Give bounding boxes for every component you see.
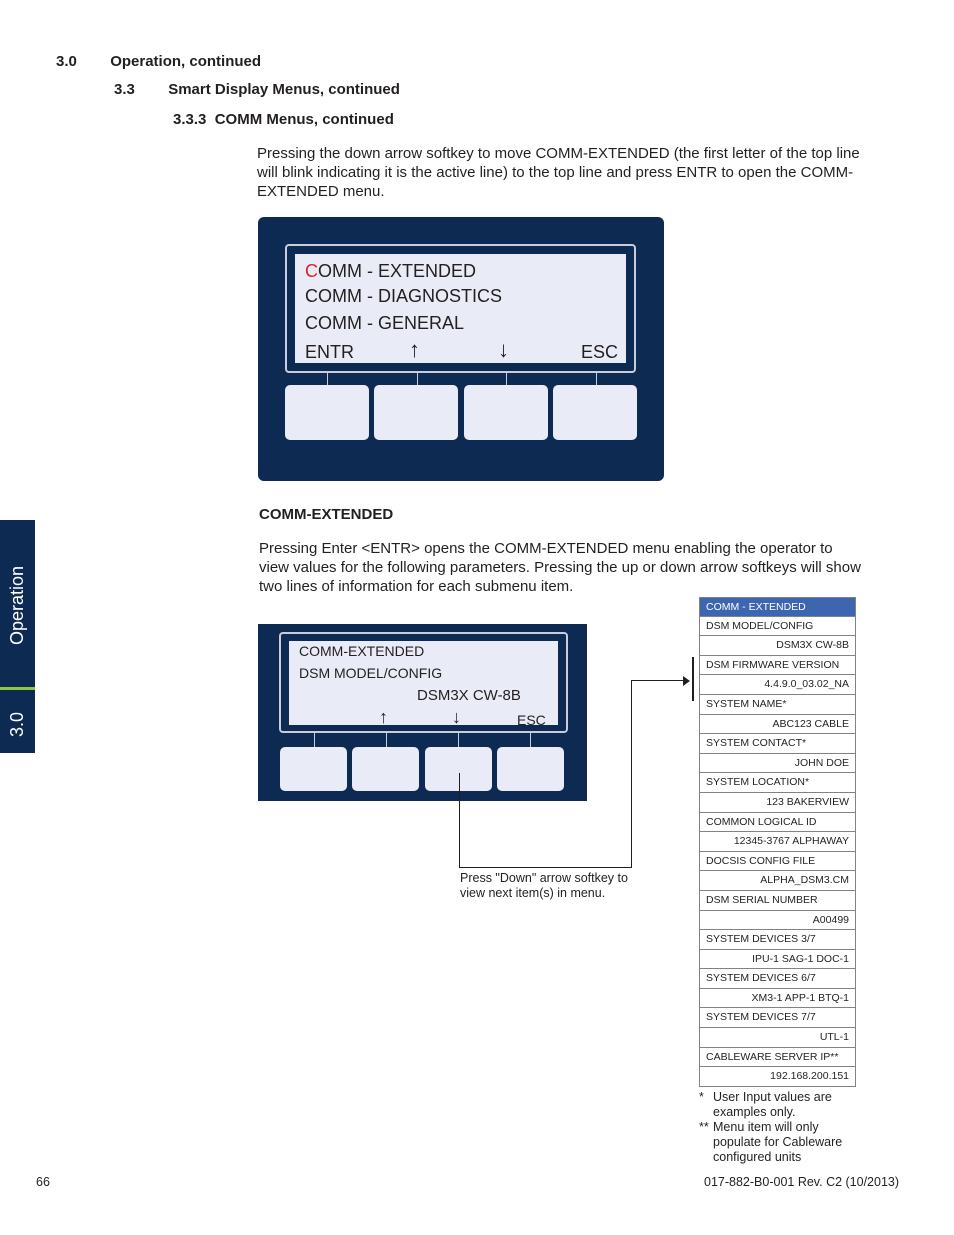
menu-item-value: A00499 — [699, 911, 856, 931]
down-arrow-icon: ↓ — [498, 337, 509, 362]
menu-item-value: 192.168.200.151 — [699, 1067, 856, 1087]
callout-text: Press "Down" arrow softkey to view next item(s) in menu. — [460, 871, 628, 900]
lcd-line-3: COMM - GENERAL — [305, 313, 465, 333]
section-paragraph: Pressing Enter <ENTR> opens the COMM-EXTENDED menu enabling the operator to view values for the following parameters. Pressing the up or down arrow softkeys will show two lines of information for each submenu item. — [259, 540, 861, 595]
menu-item-label: SYSTEM DEVICES 3/7 — [699, 930, 856, 950]
menu-item-value: JOHN DOE — [699, 754, 856, 774]
menu-item-value: ALPHA_DSM3.CM — [699, 871, 856, 891]
menu-item-value: 123 BAKERVIEW — [699, 793, 856, 813]
callout-leader-line — [459, 773, 460, 867]
softkey-label-entr: ENTR — [305, 342, 354, 362]
menu-item-label: CABLEWARE SERVER IP** — [699, 1048, 856, 1068]
menu-item-label: SYSTEM NAME* — [699, 695, 856, 715]
softkey-label-esc: ESC — [517, 712, 546, 728]
heading-section: 3.0 Operation, continued — [56, 53, 262, 70]
up-arrow-icon: ↑ — [409, 337, 420, 362]
menu-item-label: SYSTEM CONTACT* — [699, 734, 856, 754]
lcd-line-2: COMM - DIAGNOSTICS — [305, 286, 502, 306]
document-number: 017-882-B0-001 Rev. C2 (10/2013) — [704, 1175, 900, 1189]
menu-item-label: DSM FIRMWARE VERSION — [699, 656, 856, 676]
softkey-1-button[interactable] — [280, 747, 347, 791]
softkey-entr-button[interactable] — [285, 385, 369, 440]
lcd2-line-1: COMM-EXTENDED — [299, 643, 425, 659]
footnotes: * User Input values are examples only. ** Menu item will only populate for Cableware configured units — [699, 1090, 843, 1164]
lcd2-line-3: DSM3X CW-8B — [417, 687, 521, 704]
callout-arrowhead-icon — [683, 676, 690, 686]
section-title: COMM-EXTENDED — [259, 506, 394, 523]
menu-item-value: XM3-1 APP-1 BTQ-1 — [699, 989, 856, 1009]
menu-item-value: ABC123 CABLE — [699, 715, 856, 735]
lcd2-line-2: DSM MODEL/CONFIG — [299, 665, 443, 681]
softkey-label-esc: ESC — [581, 342, 619, 362]
menu-item-value: 4.4.9.0_03.02_NA — [699, 675, 856, 695]
softkey-down-button[interactable] — [464, 385, 548, 440]
comm-extended-menu-table — [699, 597, 856, 1087]
softkey-up-button[interactable] — [374, 385, 458, 440]
heading-subsubsection: 3.3.3 COMM Menus, continued — [173, 111, 394, 128]
softkey-esc-button[interactable] — [497, 747, 564, 791]
softkey-up-button[interactable] — [352, 747, 419, 791]
menu-item-label: DSM MODEL/CONFIG — [699, 617, 856, 637]
softkey-esc-button[interactable] — [553, 385, 637, 440]
side-tab-number: 3.0 — [7, 711, 27, 737]
menu-item-label: DSM SERIAL NUMBER — [699, 891, 856, 911]
menu-item-label: SYSTEM LOCATION* — [699, 773, 856, 793]
down-arrow-icon: ↓ — [452, 707, 461, 727]
lcd-screen-2 — [279, 632, 568, 733]
menu-item-value: 12345-3767 ALPHAWAY — [699, 832, 856, 852]
menu-item-label: SYSTEM DEVICES 7/7 — [699, 1008, 856, 1028]
menu-item-value: IPU-1 SAG-1 DOC-1 — [699, 950, 856, 970]
side-tab-label: Operation — [7, 565, 27, 645]
heading-subsection: 3.3 Smart Display Menus, continued — [114, 81, 400, 98]
intro-paragraph: Pressing the down arrow softkey to move COMM-EXTENDED (the first letter of the top line will blink indicating it is the active line) to the top line and press ENTR to open the COMM- EXTENDED menu. — [257, 145, 860, 200]
menu-header: COMM - EXTENDED — [699, 597, 856, 617]
callout-bracket — [692, 657, 694, 701]
menu-item-value: DSM3X CW-8B — [699, 636, 856, 656]
menu-item-label: COMMON LOGICAL ID — [699, 813, 856, 833]
page-number: 66 — [36, 1175, 50, 1189]
lcd-line-active: COMM - EXTENDED — [305, 261, 477, 281]
menu-item-label: SYSTEM DEVICES 6/7 — [699, 969, 856, 989]
menu-item-label: DOCSIS CONFIG FILE — [699, 852, 856, 872]
up-arrow-icon: ↑ — [379, 707, 388, 727]
menu-item-value: UTL-1 — [699, 1028, 856, 1048]
blinking-cursor-letter: C — [305, 261, 318, 281]
lcd-screen-1 — [285, 244, 636, 373]
